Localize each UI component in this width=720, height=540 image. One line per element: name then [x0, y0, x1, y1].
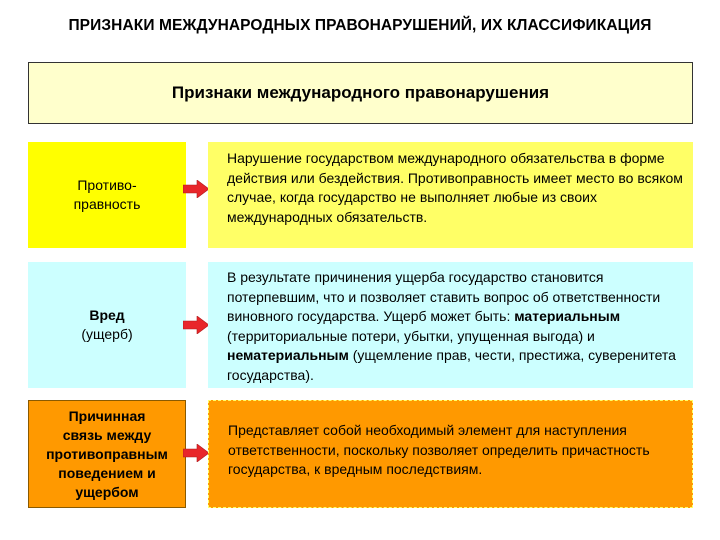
header-box [28, 62, 693, 124]
desc-text: (ущемление прав, чести, престижа, суверенитета государства). [227, 347, 676, 383]
desc-bold: материальным [514, 308, 621, 324]
arrow-right-icon [183, 444, 209, 462]
desc-text: Представляет собой необходимый элемент для наступления ответственности, поскольку позволяет определить причастность государства, к вредным последствиям. [228, 422, 650, 477]
arrow-right-icon [183, 316, 209, 334]
arrow-right-icon [183, 180, 209, 198]
term-line: Причинная [68, 407, 146, 424]
term-line: Вред [89, 307, 125, 323]
term-line: противоправным [46, 445, 168, 462]
desc-text: Нарушение государством международного обязательства в форме действия или бездействия. Противоправность имеет место во всяком случае, когда государство не выполняет любые из своих международных обязательств. [227, 150, 683, 225]
term-line: ущербом [75, 483, 139, 500]
term-box-harm [28, 262, 186, 388]
desc-text: (территориальные потери, убытки, упущенная выгода) и [227, 327, 595, 344]
page-title: ПРИЗНАКИ МЕЖДУНАРОДНЫХ ПРАВОНАРУШЕНИЙ, ИХ КЛАССИФИКАЦИЯ [68, 17, 652, 34]
term-line: поведением и [58, 464, 156, 481]
desc-box-causation [208, 400, 693, 508]
term-line: Противо- [77, 177, 137, 193]
desc-text: В результате причинения ущерба государство становится потерпевшим, что и позволяет ставить вопрос об ответственности виновного государства. Ущерб может быть: [227, 269, 661, 324]
term-line: связь между [62, 426, 152, 443]
desc-bold: нематериальным [227, 347, 349, 363]
term-box-unlawfulness [28, 142, 186, 248]
desc-box-harm [208, 262, 693, 388]
desc-box-unlawfulness [208, 142, 693, 248]
header-title: Признаки международного правонарушения [171, 83, 550, 102]
term-line: (ущерб) [81, 326, 133, 342]
term-line: правность [73, 196, 141, 212]
term-box-causation [28, 400, 186, 508]
